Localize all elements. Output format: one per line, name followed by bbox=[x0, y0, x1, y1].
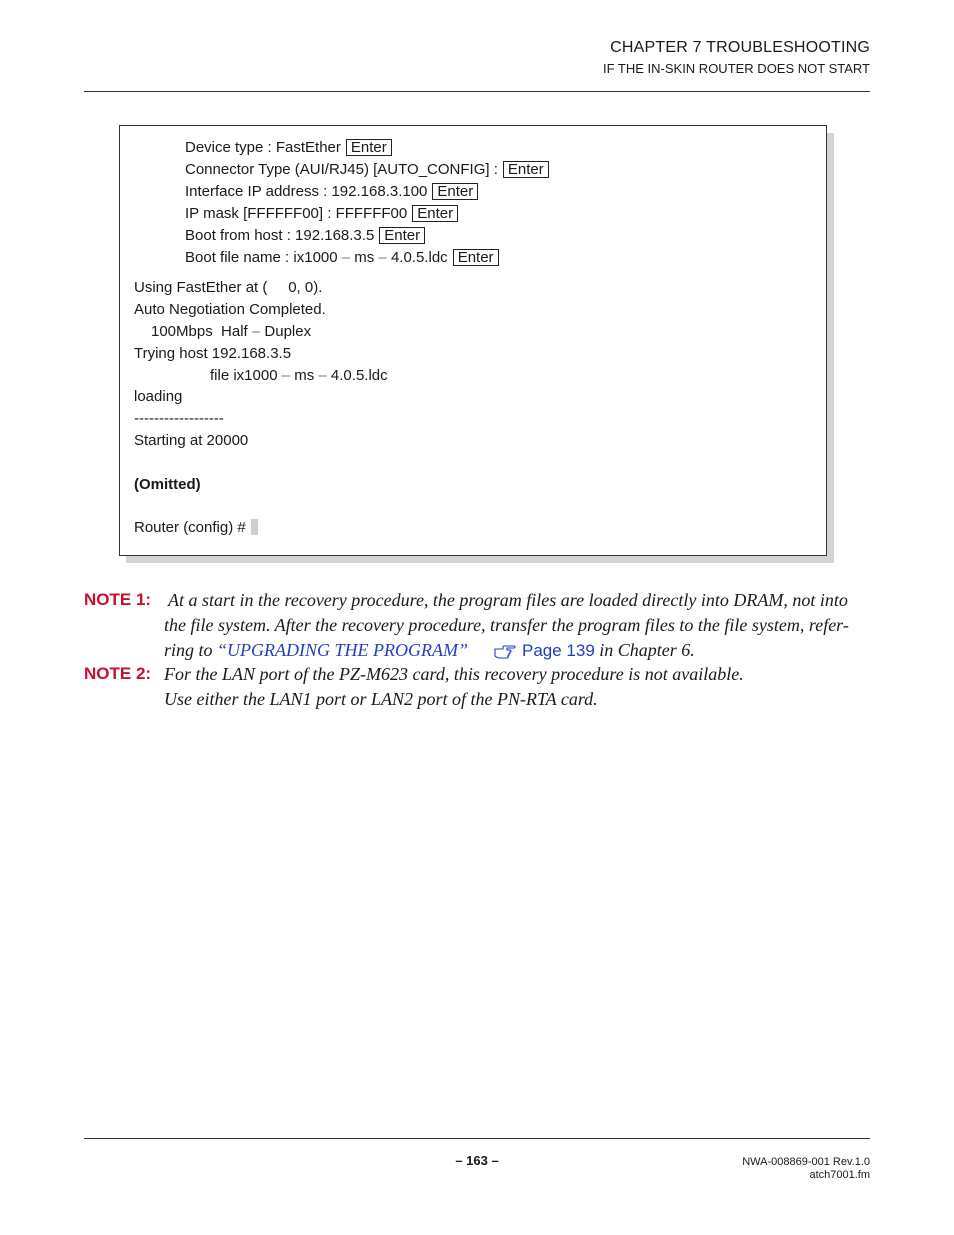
terminal-line-trying: Trying host 192.168.3.5 bbox=[134, 345, 292, 362]
page-139-link[interactable]: Page 139 bbox=[522, 641, 595, 660]
terminal-line-loading: loading bbox=[134, 388, 183, 405]
terminal-line-separator: ------------------ bbox=[134, 410, 224, 427]
enter-key: Enter bbox=[346, 139, 392, 156]
terminal-line-boot-file: Boot file name : ix1000 – ms – 4.0.5.ldc Enter bbox=[185, 249, 499, 267]
section-title: IF THE IN-SKIN ROUTER DOES NOT START bbox=[602, 61, 870, 76]
terminal-line-autoneg: Auto Negotiation Completed. bbox=[134, 301, 326, 318]
terminal-line-speed: 100Mbps Half – Duplex bbox=[151, 323, 312, 340]
terminal-line-interface-ip: Interface IP address : 192.168.3.100 Enter bbox=[185, 183, 478, 201]
cursor-block bbox=[251, 519, 258, 535]
note1-line1: At a start in the recovery procedure, the program files are loaded directly into DRAM, not into bbox=[168, 590, 848, 610]
terminal-line-boot-host: Boot from host : 192.168.3.5 Enter bbox=[185, 227, 425, 245]
terminal-line-file: file ix1000 – ms – 4.0.5.ldc bbox=[210, 367, 388, 384]
footer-rule bbox=[84, 1138, 870, 1139]
terminal-line-prompt: Router (config) # bbox=[134, 519, 258, 537]
terminal-line-connector-type: Connector Type (AUI/RJ45) [AUTO_CONFIG] : Enter bbox=[185, 161, 549, 179]
doc-filename: atch7001.fm bbox=[809, 1169, 870, 1181]
note2-line2: Use either the LAN1 port or LAN2 port of the PN-RTA card. bbox=[164, 689, 598, 709]
terminal-line-using: Using FastEther at ( 0, 0). bbox=[134, 279, 323, 296]
enter-key: Enter bbox=[432, 183, 478, 200]
pointing-hand-icon bbox=[494, 643, 516, 664]
doc-revision: NWA-008869-001 Rev.1.0 bbox=[742, 1156, 870, 1168]
enter-key: Enter bbox=[379, 227, 425, 244]
note1-label: NOTE 1: bbox=[84, 590, 152, 609]
document-id bbox=[742, 1156, 870, 1182]
upgrading-program-link[interactable]: “UPGRADING THE PROGRAM” bbox=[217, 640, 468, 660]
terminal-line-ip-mask: IP mask [FFFFFF00] : FFFFFF00 Enter bbox=[185, 205, 458, 223]
page-number: – 163 – bbox=[455, 1153, 499, 1168]
note1-line3: ring to “UPGRADING THE PROGRAM” Page 139 in Chapter 6. bbox=[164, 640, 695, 664]
enter-key: Enter bbox=[412, 205, 458, 222]
terminal-line-device-type: Device type : FastEther Enter bbox=[185, 139, 392, 157]
chapter-title: CHAPTER 7 TROUBLESHOOTING bbox=[610, 39, 870, 56]
terminal-line-omitted: (Omitted) bbox=[134, 476, 201, 493]
note1-line2: the file system. After the recovery procedure, transfer the program files to the file system, refer- bbox=[164, 615, 849, 635]
header-rule bbox=[84, 91, 870, 92]
enter-key: Enter bbox=[503, 161, 549, 178]
note2-label: NOTE 2: bbox=[84, 664, 152, 683]
note2-line1: For the LAN port of the PZ-M623 card, this recovery procedure is not available. bbox=[164, 664, 744, 684]
terminal-line-starting: Starting at 20000 bbox=[134, 432, 249, 449]
terminal-output-box bbox=[119, 125, 827, 556]
enter-key: Enter bbox=[453, 249, 499, 266]
